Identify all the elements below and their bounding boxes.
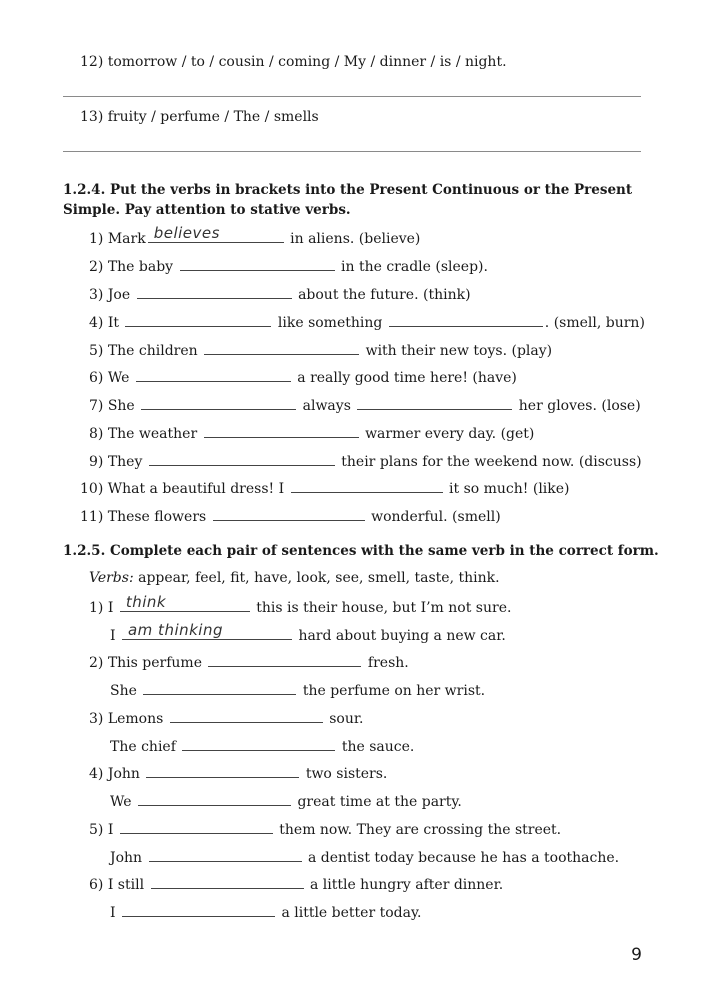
item-12: 12) tomorrow / to / cousin / coming / My / dinner / is / night.: [80, 54, 507, 70]
answer-line[interactable]: [63, 96, 641, 97]
ex125-pair-3-sentence-1: 3) Lemons sour.: [89, 708, 363, 728]
answer-blank[interactable]: [357, 395, 512, 410]
ex124-item-3: 3) Joe about the future. (think): [89, 284, 471, 304]
verbs-list: Verbs: appear, feel, fit, have, look, see, smell, taste, think.: [89, 570, 500, 586]
answer-blank[interactable]: [141, 395, 296, 410]
answer-blank[interactable]: [170, 708, 323, 723]
ex125-pair-2-sentence-1: 2) This perfume fresh.: [89, 652, 409, 672]
handwritten-answer: am thinking: [127, 621, 224, 639]
ex124-item-1: 1) Mark believes in aliens. (believe): [89, 224, 421, 247]
answer-blank[interactable]: [125, 312, 271, 327]
handwritten-answer: believes: [153, 224, 220, 242]
answer-blank[interactable]: [182, 736, 335, 751]
ex124-item-11: 11) These flowers wonderful. (smell): [80, 506, 501, 526]
answer-blank[interactable]: [213, 506, 365, 521]
page-number: 9: [631, 945, 642, 965]
answer-blank[interactable]: [180, 256, 335, 271]
ex125-pair-1-sentence-1: 1) I think this is their house, but I’m not sure.: [89, 593, 512, 616]
exercise-124-heading-line2: Simple. Pay attention to stative verbs.: [63, 202, 351, 218]
answer-blank[interactable]: [136, 367, 291, 382]
ex124-item-5: 5) The children with their new toys. (play): [89, 340, 552, 360]
answer-blank[interactable]: [148, 224, 284, 243]
answer-blank[interactable]: [208, 652, 361, 667]
answer-blank[interactable]: [138, 791, 291, 806]
answer-blank[interactable]: [149, 451, 335, 466]
answer-blank[interactable]: [151, 874, 304, 889]
ex125-pair-6-sentence-1: 6) I still a little hungry after dinner.: [89, 874, 503, 894]
ex125-pair-4-sentence-2: We great time at the party.: [110, 791, 462, 811]
ex125-pair-5-sentence-1: 5) I them now. They are crossing the street.: [89, 819, 561, 839]
ex124-item-8: 8) The weather warmer every day. (get): [89, 423, 534, 443]
handwritten-answer: think: [125, 593, 167, 611]
ex124-item-2: 2) The baby in the cradle (sleep).: [89, 256, 488, 276]
ex125-pair-3-sentence-2: The chief the sauce.: [110, 736, 414, 756]
answer-blank[interactable]: [389, 312, 543, 327]
item-13: 13) fruity / perfume / The / smells: [80, 109, 319, 125]
ex124-item-4: 4) It like something . (smell, burn): [89, 312, 645, 332]
ex124-item-6: 6) We a really good time here! (have): [89, 367, 517, 387]
ex125-pair-4-sentence-1: 4) John two sisters.: [89, 763, 387, 783]
answer-blank[interactable]: [204, 340, 359, 355]
ex124-item-9: 9) They their plans for the weekend now. (discuss): [89, 451, 642, 471]
ex124-item-10: 10) What a beautiful dress! I it so much! (like): [80, 478, 570, 498]
answer-blank[interactable]: [122, 621, 292, 640]
exercise-125-heading: 1.2.5. Complete each pair of sentences with the same verb in the correct form.: [63, 543, 659, 559]
answer-blank[interactable]: [120, 593, 250, 612]
answer-line[interactable]: [63, 151, 641, 152]
ex125-pair-1-sentence-2: I am thinking hard about buying a new car.: [110, 621, 506, 644]
answer-blank[interactable]: [146, 763, 299, 778]
answer-blank[interactable]: [291, 478, 443, 493]
ex125-pair-6-sentence-2: I a little better today.: [110, 902, 421, 922]
ex125-pair-2-sentence-2: She the perfume on her wrist.: [110, 680, 485, 700]
exercise-124-heading-line1: 1.2.4. Put the verbs in brackets into the Present Continuous or the Present: [63, 182, 633, 198]
ex124-item-7: 7) She always her gloves. (lose): [89, 395, 641, 415]
ex125-pair-5-sentence-2: John a dentist today because he has a toothache.: [110, 847, 619, 867]
answer-blank[interactable]: [120, 819, 273, 834]
answer-blank[interactable]: [122, 902, 275, 917]
answer-blank[interactable]: [149, 847, 302, 862]
answer-blank[interactable]: [204, 423, 359, 438]
answer-blank[interactable]: [143, 680, 296, 695]
answer-blank[interactable]: [137, 284, 292, 299]
